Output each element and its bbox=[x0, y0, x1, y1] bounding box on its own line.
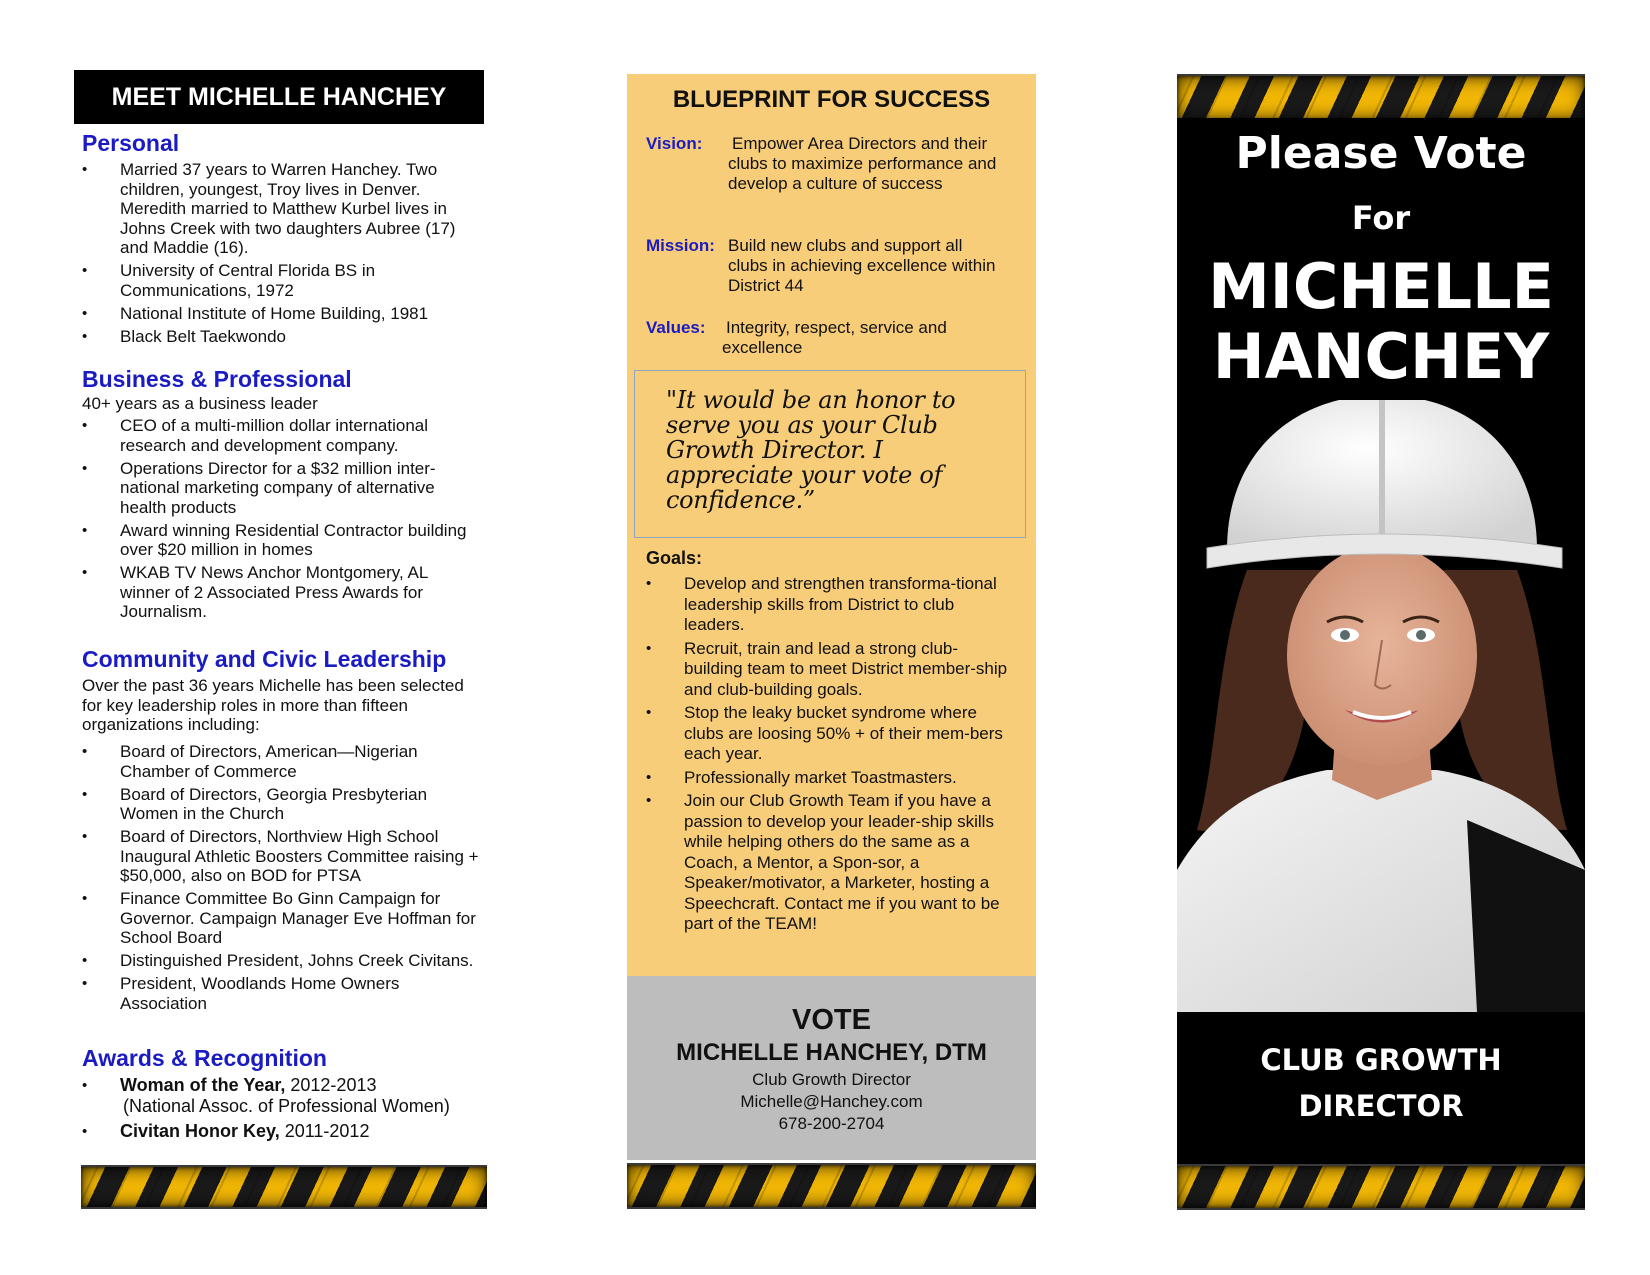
list-item: • Recruit, train and lead a strong club-building team to meet District member-ship and club-building goals. bbox=[646, 638, 1008, 699]
hazard-stripe-middle bbox=[627, 1163, 1036, 1209]
community-list bbox=[82, 742, 482, 1017]
community-heading: Community and Civic Leadership bbox=[82, 646, 447, 672]
candidate-photo bbox=[1177, 400, 1585, 1012]
mission-text: Build new clubs and support all clubs in achieving excellence within District 44 bbox=[728, 236, 996, 295]
list-item: • Woman of the Year, 2012-2013 (National Assoc. of Professional Women) bbox=[82, 1075, 450, 1116]
list-item: • Professionally market Toastmasters. bbox=[646, 767, 957, 787]
vote-heading: VOTE bbox=[792, 1004, 871, 1036]
list-item: • Stop the leaky bucket syndrome where clubs are loosing 50% + of their mem-bers each year. bbox=[646, 703, 1003, 763]
hazard-stripe-right-top bbox=[1177, 74, 1585, 122]
list-item: • Board of Directors, American—Nigerian Chamber of Commerce bbox=[82, 742, 418, 781]
vote-role: Club Growth Director bbox=[752, 1070, 911, 1089]
list-item: • Civitan Honor Key, 2011-2012 bbox=[82, 1120, 370, 1141]
for-text: For bbox=[1351, 199, 1411, 237]
list-item: • National Institute of Home Building, 1981 bbox=[82, 303, 429, 323]
vote-email[interactable]: Michelle@Hanchey.com bbox=[740, 1092, 923, 1111]
goals-label: Goals: bbox=[646, 548, 703, 568]
hazard-stripe-right-bottom bbox=[1177, 1164, 1585, 1210]
list-item: • Board of Directors, Northview High School Inaugural Athletic Boosters Committee raising + $50,000, also on BOD for PTSA bbox=[82, 827, 479, 885]
awards-list bbox=[82, 1075, 482, 1145]
candidate-last-name: HANCHEY bbox=[1212, 320, 1550, 393]
hazard-stripe-left bbox=[81, 1165, 487, 1209]
vote-block bbox=[627, 1004, 1036, 1135]
vote-phone: 678-200-2704 bbox=[778, 1114, 885, 1133]
list-item: • Black Belt Taekwondo bbox=[82, 326, 287, 346]
vision-text: Empower Area Directors and their clubs to maximize performance and develop a culture of success bbox=[728, 134, 997, 193]
candidate-first-name: MICHELLE bbox=[1208, 250, 1554, 323]
business-intro: 40+ years as a business leader bbox=[82, 394, 318, 413]
goals-list bbox=[646, 574, 1016, 938]
awards-heading: Awards & Recognition bbox=[82, 1045, 327, 1071]
role-line-1: CLUB GROWTH bbox=[1260, 1043, 1502, 1077]
business-list bbox=[82, 416, 482, 625]
list-item: • Married 37 years to Warren Hanchey. Two children, youngest, Troy lives in Denver. Meredith married to Matthew Kurbel lives in Johns Creek with two daughters Aubree (17) and Maddie (16). bbox=[82, 160, 456, 257]
list-item: • Award winning Residential Contractor building over $20 million in homes bbox=[82, 520, 467, 559]
blueprint-title: BLUEPRINT FOR SUCCESS bbox=[672, 86, 991, 113]
vote-name: MICHELLE HANCHEY, DTM bbox=[676, 1039, 987, 1066]
list-item: • Board of Directors, Georgia Presbyterian Women in the Church bbox=[82, 784, 428, 823]
business-heading: Business & Professional bbox=[82, 366, 352, 392]
quote-text: "It would be an honor to serve you as your Club Growth Director. I appreciate your vote of confidence.” bbox=[666, 386, 956, 514]
please-vote-text: Please Vote bbox=[1235, 128, 1527, 179]
role-line-2: DIRECTOR bbox=[1298, 1089, 1464, 1123]
list-item: • Join our Club Growth Team if you have a passion to develop your leader-ship skills while helping others do the same as a Coach, a Mentor, a Spon-sor, a Speaker/motivator, a Marketer, hosting a Speechcraft. Contact me if you want to be part of the TEAM! bbox=[646, 791, 1000, 933]
meet-title: MEET MICHELLE HANCHEY bbox=[74, 70, 484, 124]
list-item: • University of Central Florida BS in Communications, 1972 bbox=[82, 261, 376, 300]
values-text: Integrity, respect, service and excellence bbox=[722, 318, 947, 357]
list-item: • President, Woodlands Home Owners Association bbox=[82, 974, 400, 1013]
list-item: • Operations Director for a $32 million inter-national marketing company of alternative health products bbox=[82, 458, 436, 517]
list-item: • Distinguished President, Johns Creek Civitans. bbox=[82, 951, 474, 970]
personal-heading: Personal bbox=[82, 130, 180, 156]
values-label: Values: bbox=[646, 318, 706, 337]
community-intro: Over the past 36 years Michelle has been selected for key leadership roles in more than fifteen organizations including: bbox=[82, 676, 464, 734]
vision-label: Vision: bbox=[646, 134, 703, 153]
list-item: • Finance Committee Bo Ginn Campaign for Governor. Campaign Manager Eve Hoffman for School Board bbox=[82, 889, 476, 947]
list-item: • WKAB TV News Anchor Montgomery, AL winner of 2 Associated Press Awards for Journalism. bbox=[82, 563, 428, 621]
mission-label: Mission: bbox=[646, 236, 715, 255]
list-item: • CEO of a multi-million dollar international research and development company. bbox=[82, 416, 429, 455]
list-item: • Develop and strengthen transforma-tional leadership skills from District to club leaders. bbox=[646, 574, 997, 634]
personal-list bbox=[82, 160, 482, 350]
